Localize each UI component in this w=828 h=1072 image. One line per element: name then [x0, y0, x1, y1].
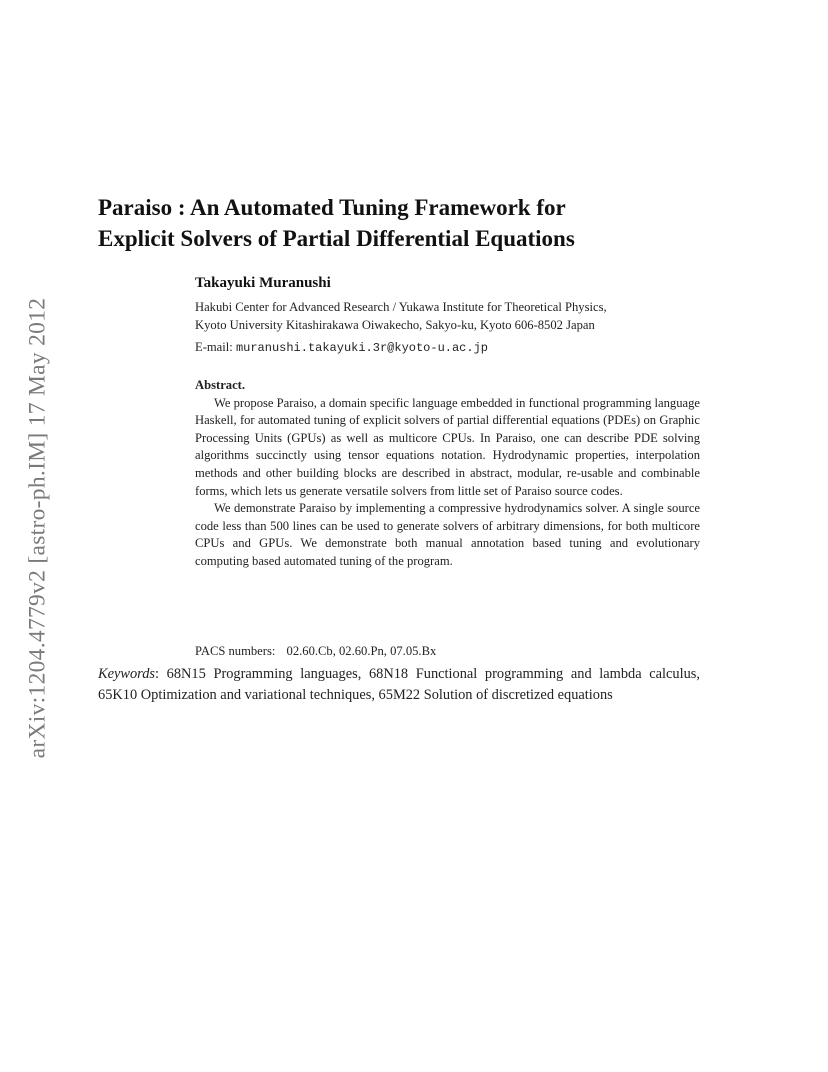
- author-email: [195, 340, 488, 355]
- paper-title: [98, 192, 738, 254]
- arxiv-identifier-stamp: arXiv:1204.4779v2 [astro-ph.IM] 17 May 2012: [24, 297, 51, 759]
- keywords-text: : 68N15 Programming languages, 68N18 Functional programming and lambda calculus, 65K10 Optimization and variational techniques, 65M22 Solution of discretized equations: [98, 666, 700, 703]
- paper-title-line-2: Explicit Solvers of Partial Differential Equations: [98, 226, 575, 251]
- pacs-label: PACS numbers:: [195, 644, 276, 658]
- abstract-paragraph-2: We demonstrate Paraiso by implementing a compressive hydrodynamics solver. A single source code less than 500 lines can be used to generate solvers of arbitrary dimensions, for both multicore CPUs and GPUs. We demonstrate both manual annotation based tuning and evolutionary computing based automated tuning of the program.: [195, 501, 700, 568]
- author-name: Takayuki Muranushi: [195, 275, 331, 291]
- keywords: [98, 664, 700, 706]
- pacs-numbers: [195, 644, 436, 659]
- email-address: muranushi.takayuki.3r@kyoto-u.ac.jp: [235, 341, 488, 355]
- keywords-label: Keywords: [98, 666, 156, 682]
- abstract-paragraph-1: We propose Paraiso, a domain specific language embedded in functional programming language Haskell, for automated tuning of explicit solvers of partial differential equations (PDEs) on Graphic Processing Units (GPUs) as well as multicore CPUs. In Paraiso, one can describe PDE solving algorithms succinctly using tensor equations notation. Hydrodynamic properties, interpolation methods and other building blocks are described in abstract, modular, re-usable and combinable forms, which lets us generate versatile solvers from little set of Paraiso source codes.: [195, 395, 700, 498]
- pacs-values: 02.60.Cb, 02.60.Pn, 07.05.Bx: [286, 644, 437, 658]
- affiliation-line-2: Kyoto University Kitashirakawa Oiwakecho, Sakyo-ku, Kyoto 606-8502 Japan: [195, 318, 595, 332]
- paper-title-line-1: Paraiso : An Automated Tuning Framework for: [98, 195, 566, 220]
- affiliation-line-1: Hakubi Center for Advanced Research / Yukawa Institute for Theoretical Physics,: [195, 300, 607, 314]
- email-label: E-mail:: [195, 340, 233, 354]
- abstract-heading: Abstract.: [195, 378, 246, 392]
- author-affiliation: [195, 298, 607, 334]
- abstract-section: [195, 377, 700, 571]
